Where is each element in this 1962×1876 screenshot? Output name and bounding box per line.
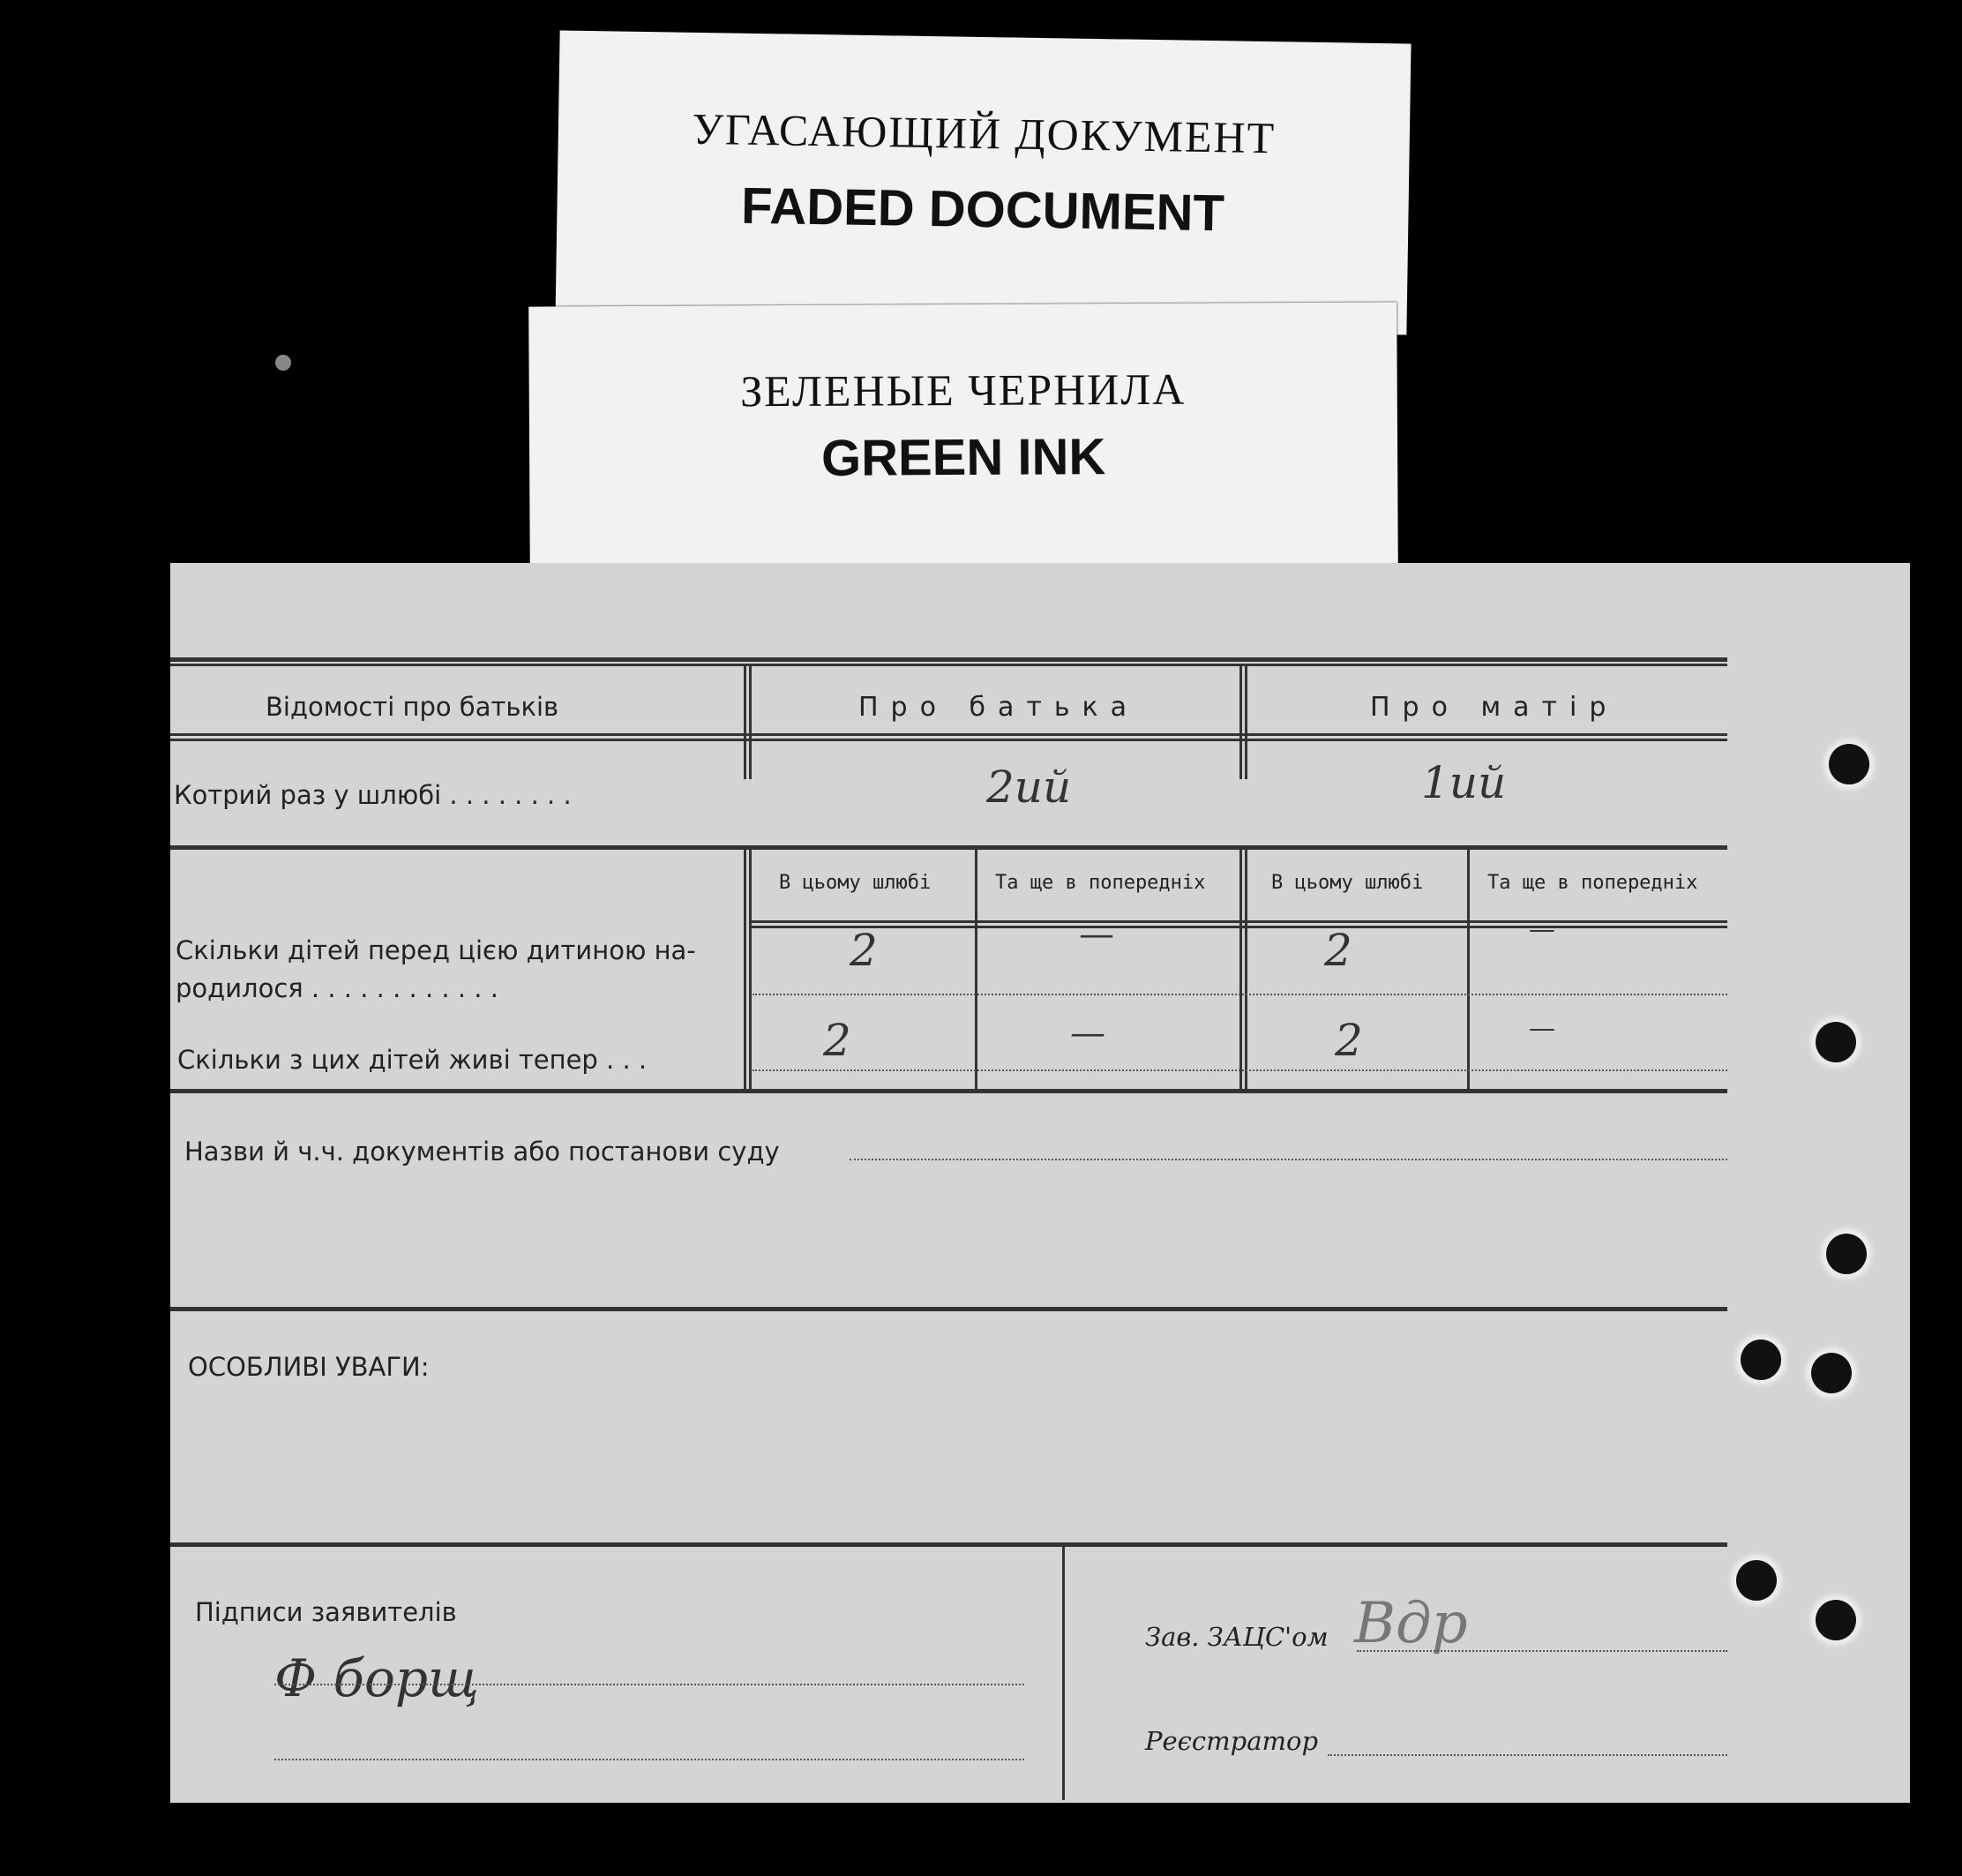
faded-document-label: [555, 30, 1411, 334]
mother-born-prev: —: [1529, 914, 1555, 945]
punch-hole: [1741, 1339, 1781, 1380]
punch-hole: [1826, 1234, 1867, 1274]
father-born-prev: —: [1079, 914, 1114, 955]
father-born-this: 2: [850, 925, 878, 976]
mother-alive-this: 2: [1335, 1015, 1363, 1066]
head-registry-label: Зав. ЗАЦС'ом: [1145, 1622, 1329, 1652]
row-children-born-label-2: родилося . . . . . . . . . . . .: [176, 973, 498, 1003]
header-mother: Про матір: [1370, 692, 1619, 723]
green-label-en: GREEN INK: [820, 428, 1106, 487]
father-sub-this: В цьому шлюбі: [779, 872, 932, 894]
punch-hole: [1811, 1353, 1852, 1393]
row-marriage-label: Котрий раз у шлюбі . . . . . . . .: [174, 780, 572, 810]
punch-hole: [1816, 1600, 1856, 1640]
faded-label-en: FADED DOCUMENT: [740, 176, 1225, 243]
mother-born-this: 2: [1324, 925, 1352, 976]
row-children-born-label-1: Скільки дітей перед цією дитиною на-: [176, 935, 696, 965]
faded-label-ru: УГАСАЮЩИЙ ДОКУМЕНТ: [692, 103, 1277, 163]
mother-marriage-value: 1ий: [1421, 757, 1507, 808]
father-sub-prev: Та ще в попередніх: [995, 872, 1206, 894]
punch-hole: [1736, 1560, 1777, 1601]
father-alive-prev: —: [1070, 1013, 1105, 1054]
mother-sub-prev: Та ще в попередніх: [1487, 872, 1698, 894]
dust-speck: [275, 355, 291, 371]
registrar-label: Реєстратор: [1145, 1726, 1319, 1756]
signatures-label: Підписи заявителів: [195, 1597, 457, 1627]
father-alive-this: 2: [823, 1015, 851, 1066]
mother-sub-this: В цьому шлюбі: [1271, 872, 1424, 894]
punch-hole: [1816, 1022, 1856, 1062]
green-label-ru: ЗЕЛЕНЫЕ ЧЕРНИЛА: [739, 364, 1187, 416]
special-notes-label: ОСОБЛИВІ УВАГИ:: [188, 1352, 430, 1382]
row-children-alive-label: Скільки з цих дітей живі тепер . . .: [177, 1045, 648, 1075]
registry-form-card: [170, 563, 1910, 1803]
header-father: Про батька: [858, 692, 1140, 723]
punch-hole: [1829, 744, 1869, 784]
head-signature: Вдр: [1354, 1591, 1468, 1656]
mother-alive-prev: —: [1529, 1013, 1555, 1044]
green-ink-label: [528, 302, 1398, 571]
documents-label: Назви й ч.ч. документів або постанови суду: [184, 1137, 780, 1167]
applicant-signature: Ф борщ: [274, 1648, 480, 1708]
father-marriage-value: 2ий: [986, 762, 1072, 813]
header-parents: Відомості про батьків: [266, 692, 559, 722]
